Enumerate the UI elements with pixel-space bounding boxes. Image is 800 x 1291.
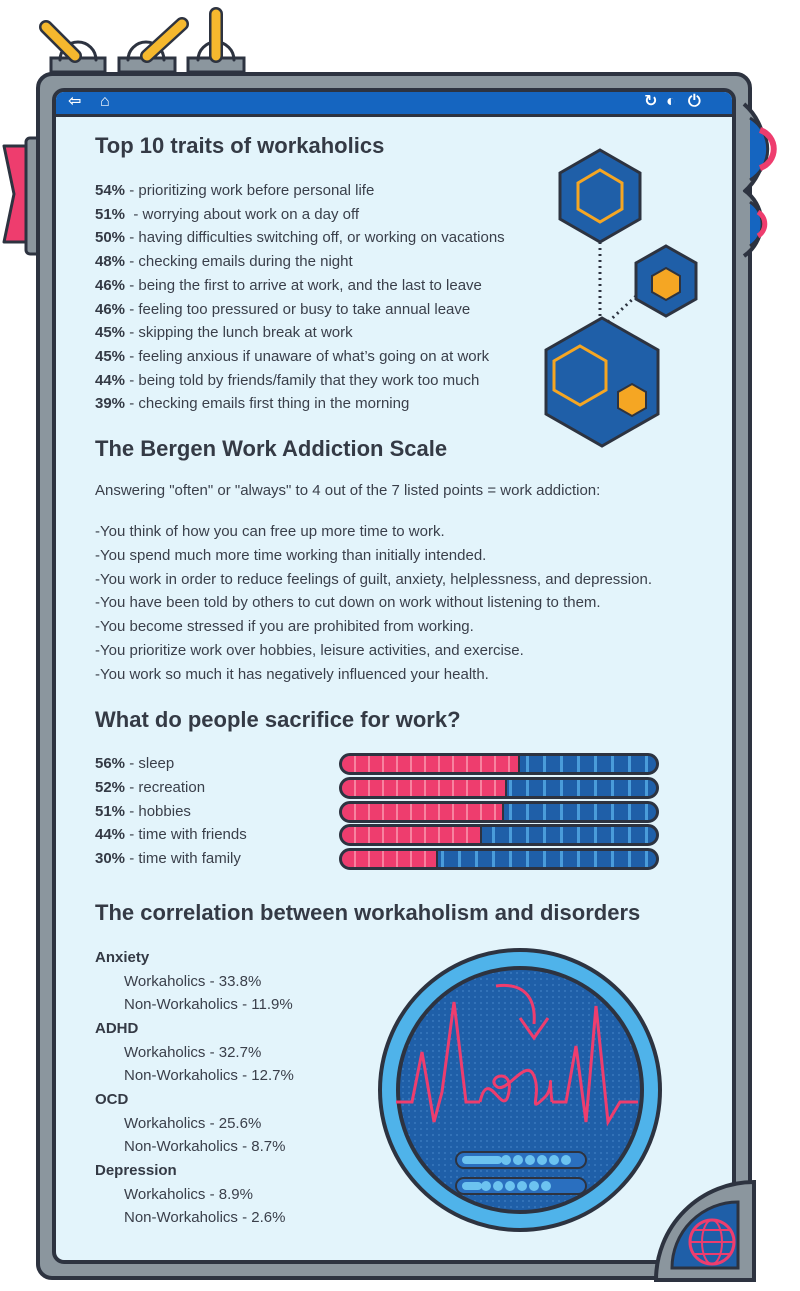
- sacrifice-pct: 52%: [95, 778, 126, 796]
- disorder-name: Depression: [95, 1162, 177, 1179]
- trait-item: [95, 253, 353, 270]
- non-workaholics-rate: Non-Workaholics - 12.7%: [124, 1067, 294, 1085]
- progress-bar: [339, 753, 659, 775]
- sacrifice-item: [95, 826, 247, 843]
- trait-pct: 39%: [95, 395, 126, 413]
- power-icon[interactable]: ⏻: [688, 93, 701, 110]
- trait-pct: 46%: [95, 300, 126, 318]
- sacrifice-item: [95, 850, 241, 867]
- heart-monitor-icon: [376, 946, 666, 1236]
- trait-pct: 44%: [95, 371, 126, 389]
- bergen-point: -You become stressed if you are prohibited from working.: [95, 618, 474, 636]
- bergen-title: The Bergen Work Addiction Scale: [95, 436, 448, 461]
- trait-item: [95, 301, 470, 318]
- progress-fill: [342, 756, 520, 772]
- non-workaholics-rate: Non-Workaholics - 11.9%: [124, 996, 293, 1014]
- trait-item: [95, 395, 409, 412]
- sacrifice-label: - recreation: [125, 778, 206, 796]
- bergen-point: -You work in order to reduce feelings of guilt, anxiety, helplessness, and depression.: [95, 570, 652, 588]
- bergen-point: -You spend much more time working than initially intended.: [95, 546, 487, 564]
- progress-fill: [342, 851, 438, 867]
- trait-item: [95, 348, 489, 365]
- trait-item: [95, 182, 374, 199]
- trait-pct: 51%: [95, 205, 126, 223]
- trait-item: [95, 229, 505, 246]
- trait-text: - feeling too pressured or busy to take annual leave: [125, 300, 471, 318]
- non-workaholics-rate: Non-Workaholics - 8.7%: [124, 1138, 286, 1156]
- workaholics-rate: Workaholics - 8.9%: [124, 1185, 253, 1203]
- refresh-icon[interactable]: ↻: [644, 93, 658, 110]
- pause-icon[interactable]: ◐: [666, 93, 676, 110]
- trait-pct: 50%: [95, 229, 126, 247]
- trait-pct: 45%: [95, 347, 126, 365]
- sacrifice-label: - time with family: [125, 850, 241, 868]
- sacrifice-item: [95, 779, 205, 796]
- progress-fill: [342, 804, 504, 820]
- screen-top-bar: [56, 92, 732, 117]
- trait-text: - prioritizing work before personal life: [125, 182, 375, 199]
- home-icon[interactable]: ⌂: [100, 93, 110, 110]
- workaholics-rate: Workaholics - 25.6%: [124, 1114, 262, 1132]
- trait-text: - being told by friends/family that they work too much: [125, 371, 480, 389]
- sacrifice-pct: 44%: [95, 826, 126, 844]
- trait-text: - feeling anxious if unaware of what’s going on at work: [125, 347, 490, 365]
- progress-bar: [339, 801, 659, 823]
- trait-pct: 48%: [95, 253, 126, 271]
- hexagon-cluster-icon: [540, 146, 710, 456]
- progress-bar: [339, 848, 659, 870]
- trait-text: - skipping the lunch break at work: [125, 324, 353, 342]
- sacrifice-label: - sleep: [125, 755, 175, 772]
- toggle-switches-decor: [0, 0, 800, 80]
- disorder-name: Anxiety: [95, 949, 150, 966]
- trait-pct: 54%: [95, 182, 126, 199]
- progress-bar: [339, 824, 659, 846]
- bergen-point: -You work so much it has negatively influenced your health.: [95, 665, 489, 683]
- arrow-left-icon[interactable]: ⇦: [68, 93, 82, 110]
- bergen-point: -You think of how you can free up more time to work.: [95, 523, 445, 540]
- sacrifice-item: [95, 755, 174, 772]
- workaholics-rate: Workaholics - 33.8%: [124, 972, 262, 990]
- sacrifice-pct: 56%: [95, 755, 126, 772]
- traits-title: Top 10 traits of workaholics: [95, 133, 385, 158]
- side-knobs-decor: [736, 96, 800, 266]
- trait-text: - worrying about work on a day off: [125, 205, 360, 223]
- trait-pct: 46%: [95, 276, 126, 294]
- non-workaholics-rate: Non-Workaholics - 2.6%: [124, 1209, 286, 1227]
- globe-icon[interactable]: [650, 1172, 756, 1284]
- trait-text: - checking emails during the night: [125, 253, 353, 271]
- sacrifice-item: [95, 803, 191, 820]
- trait-item: [95, 372, 479, 389]
- bergen-point: -You have been told by others to cut down on work without listening to them.: [95, 594, 601, 612]
- trait-item: [95, 206, 359, 223]
- trait-item: [95, 277, 482, 294]
- progress-bar: [339, 777, 659, 799]
- disorder-name: ADHD: [95, 1020, 139, 1037]
- sacrifice-label: - time with friends: [125, 826, 247, 844]
- trait-text: - having difficulties switching off, or working on vacations: [125, 229, 505, 247]
- workaholics-rate: Workaholics - 32.7%: [124, 1043, 262, 1061]
- disorder-name: OCD: [95, 1091, 129, 1108]
- progress-fill: [342, 780, 507, 796]
- trait-text: - checking emails first thing in the morning: [125, 395, 410, 413]
- disorders-title: The correlation between workaholism and disorders: [95, 900, 641, 925]
- trait-item: [95, 324, 353, 341]
- sacrifice-title: What do people sacrifice for work?: [95, 707, 461, 732]
- sacrifice-pct: 51%: [95, 802, 126, 820]
- bergen-point: -You prioritize work over hobbies, leisure activities, and exercise.: [95, 642, 524, 659]
- sacrifice-pct: 30%: [95, 850, 126, 868]
- sacrifice-label: - hobbies: [125, 802, 191, 820]
- trait-pct: 45%: [95, 324, 126, 342]
- trait-text: - being the first to arrive at work, and the last to leave: [125, 276, 482, 294]
- progress-fill: [342, 827, 482, 843]
- bergen-intro: Answering "often" or "always" to 4 out of the 7 listed points = work addiction:: [95, 482, 601, 499]
